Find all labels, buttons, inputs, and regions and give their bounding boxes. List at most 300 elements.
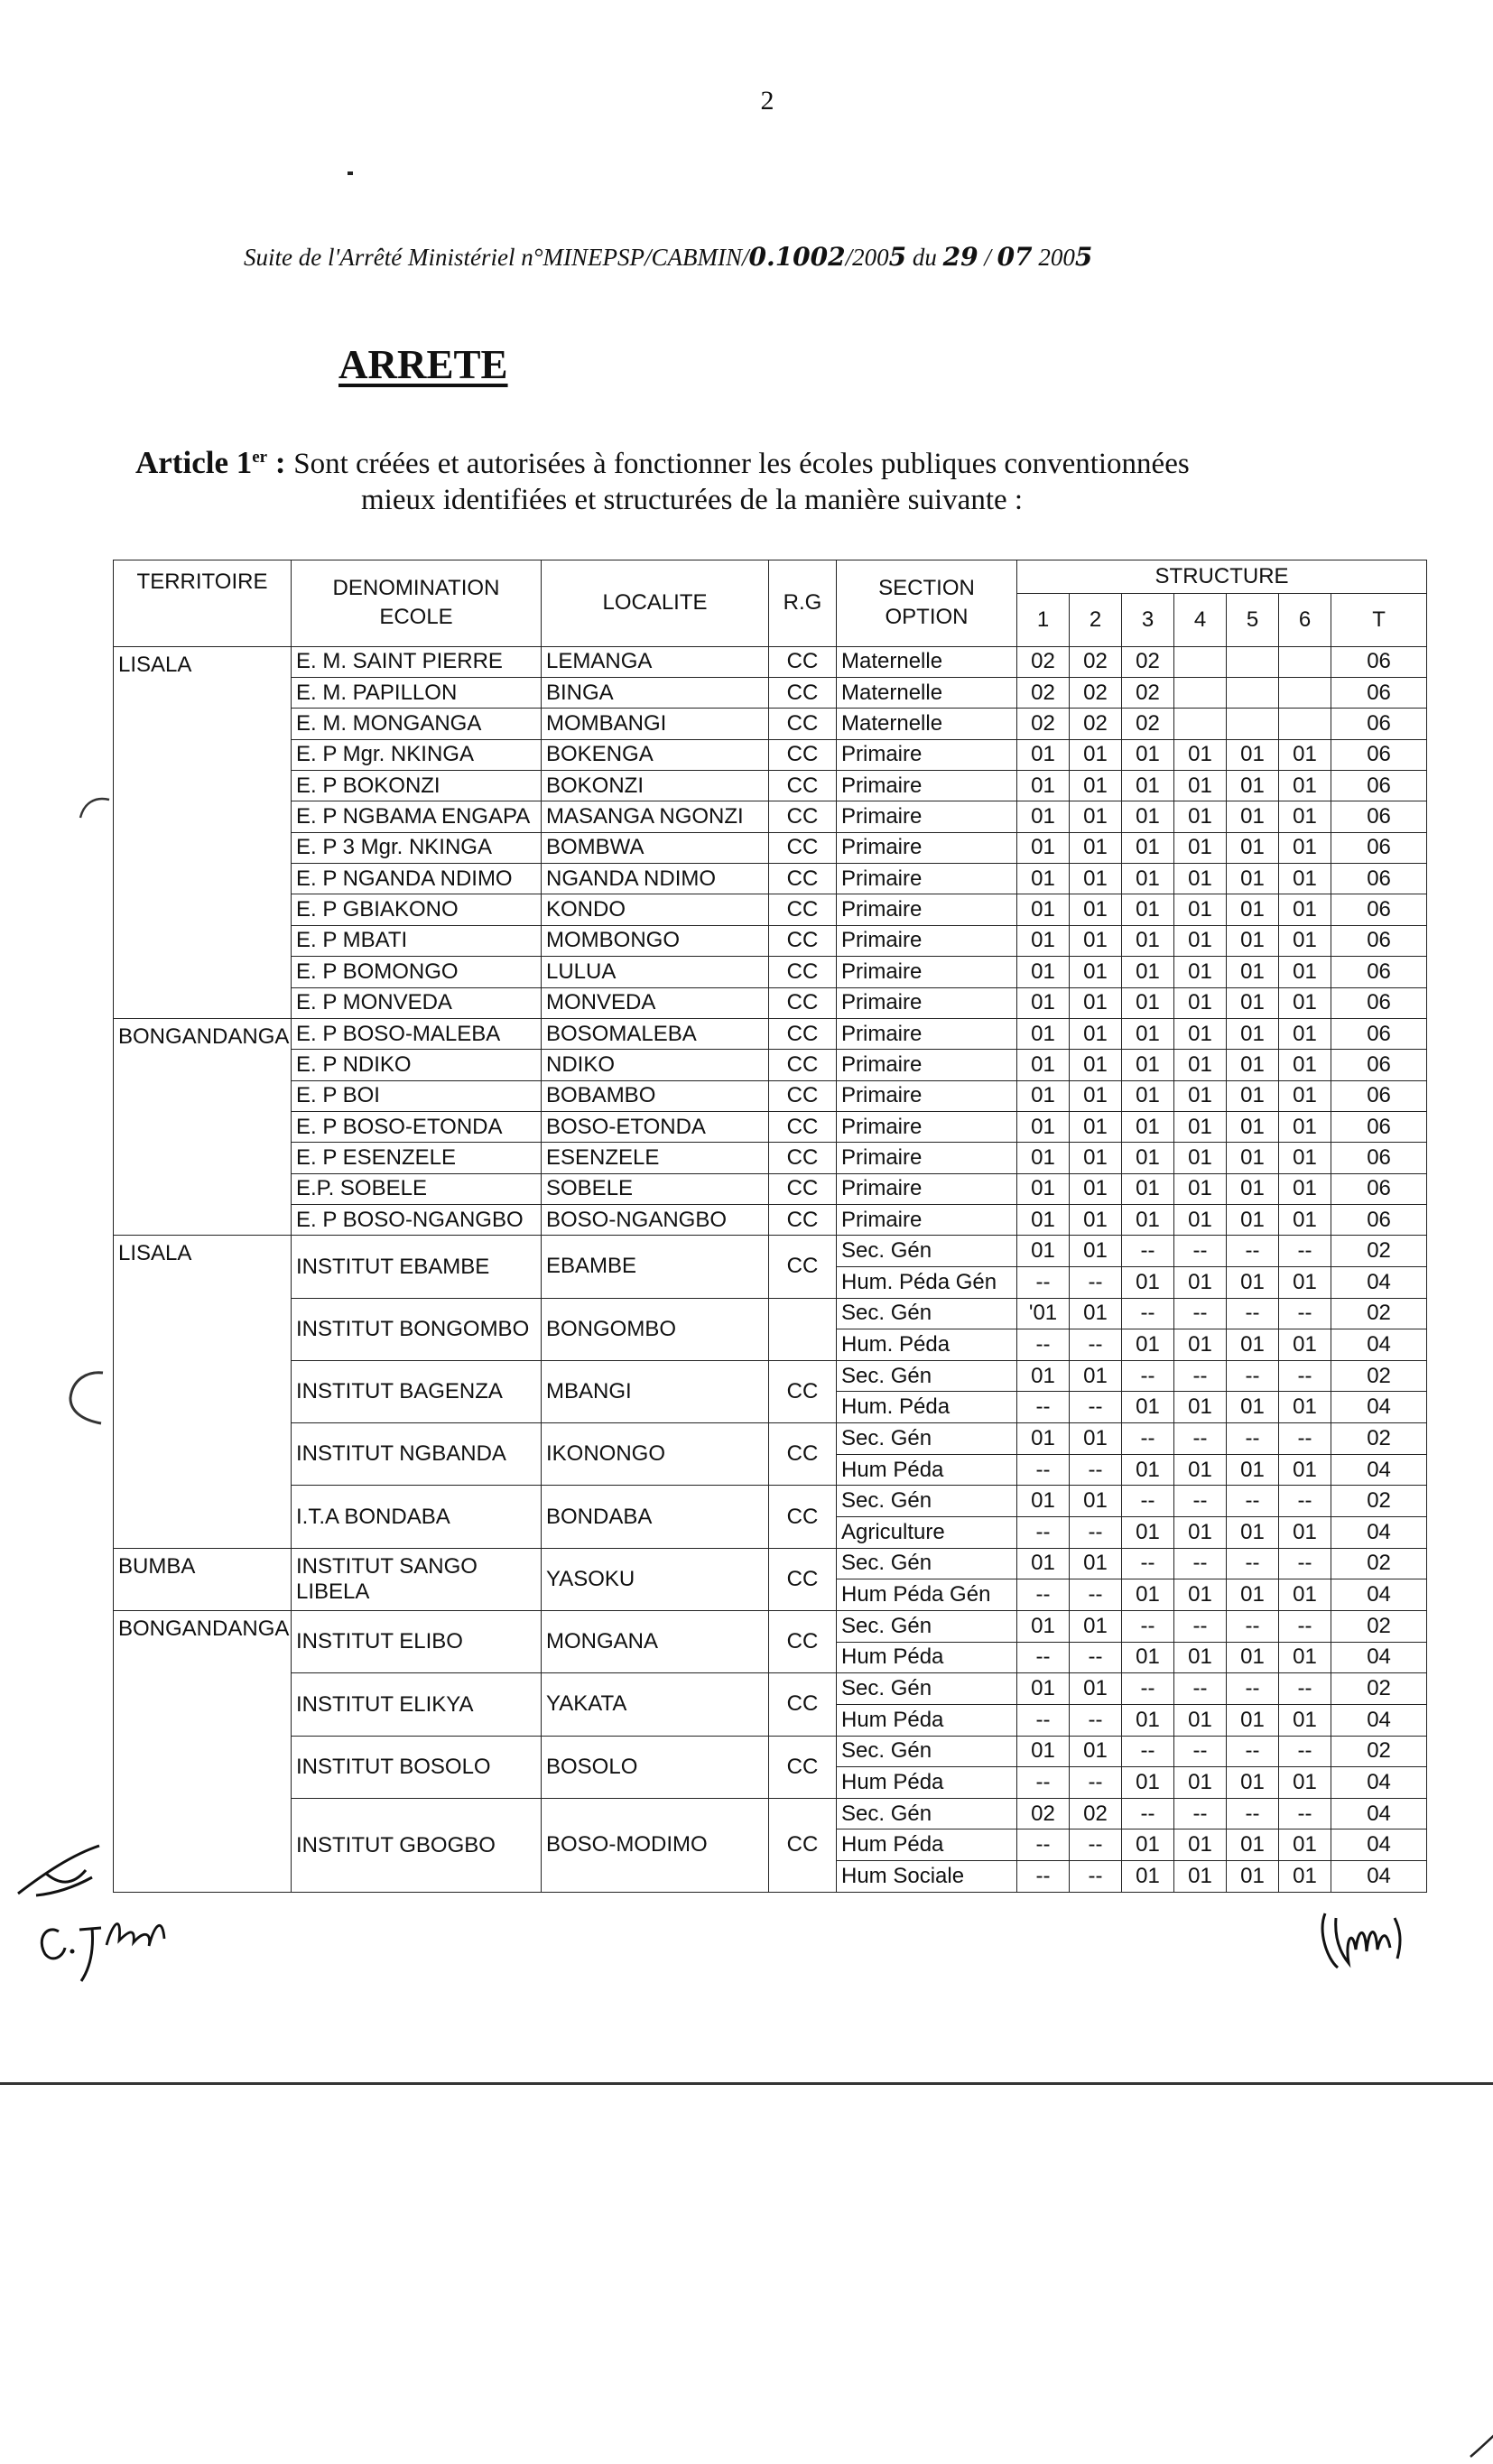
- structure-cell: 02: [1070, 678, 1122, 709]
- structure-cell: 01: [1070, 739, 1122, 770]
- structure-cell: 01: [1070, 957, 1122, 987]
- structure-cell: [1227, 709, 1279, 739]
- table-row: [114, 771, 1427, 801]
- table-row: [114, 1050, 1427, 1080]
- rg-cell: CC: [769, 1111, 837, 1142]
- structure-cell: --: [1017, 1392, 1070, 1423]
- rg-cell: CC: [769, 1204, 837, 1235]
- structure-cell: 01: [1279, 864, 1331, 894]
- structure-cell: --: [1070, 1829, 1122, 1861]
- header-col-3: 3: [1122, 594, 1174, 646]
- ecole-cell: INSTITUT SANGO LIBELA: [292, 1548, 542, 1610]
- table-row: [114, 1173, 1427, 1204]
- localite-cell: MONVEDA: [542, 987, 769, 1018]
- section-cell: Hum Péda Gén: [837, 1579, 1017, 1611]
- structure-cell: --: [1070, 1704, 1122, 1736]
- localite-cell: BOSO-MODIMO: [542, 1798, 769, 1892]
- structure-cell: --: [1017, 1861, 1070, 1893]
- table-row: [114, 1111, 1427, 1142]
- structure-cell: --: [1070, 1517, 1122, 1549]
- structure-cell: 01: [1227, 925, 1279, 956]
- total-cell: 06: [1331, 1173, 1427, 1204]
- decree-month-handwritten: 07: [997, 242, 1033, 272]
- structure-cell: 01: [1227, 801, 1279, 832]
- article-paragraph: [135, 440, 1399, 518]
- localite-cell: BOSOLO: [542, 1736, 769, 1798]
- structure-cell: 01: [1279, 1018, 1331, 1049]
- header-col-4: 4: [1174, 594, 1227, 646]
- localite-cell: SOBELE: [542, 1173, 769, 1204]
- section-cell: Primaire: [837, 1050, 1017, 1080]
- section-cell: Sec. Gén: [837, 1236, 1017, 1267]
- rg-cell: CC: [769, 1018, 837, 1049]
- structure-cell: 01: [1174, 957, 1227, 987]
- structure-cell: --: [1122, 1298, 1174, 1329]
- rg-cell: CC: [769, 739, 837, 770]
- structure-cell: 01: [1122, 1143, 1174, 1173]
- structure-cell: 01: [1227, 1517, 1279, 1549]
- rg-cell: CC: [769, 1548, 837, 1610]
- section-cell: Primaire: [837, 987, 1017, 1018]
- structure-cell: 01: [1122, 864, 1174, 894]
- structure-cell: 01: [1070, 1050, 1122, 1080]
- table-row: [114, 678, 1427, 709]
- structure-cell: 01: [1227, 1829, 1279, 1861]
- structure-cell: --: [1279, 1548, 1331, 1579]
- structure-cell: --: [1279, 1610, 1331, 1642]
- structure-cell: 01: [1017, 1548, 1070, 1579]
- structure-cell: 01: [1017, 1360, 1070, 1392]
- structure-cell: 01: [1279, 1454, 1331, 1486]
- structure-cell: 01: [1279, 1204, 1331, 1235]
- territoire-cell: BONGANDANGA: [114, 1610, 292, 1892]
- structure-cell: --: [1279, 1236, 1331, 1267]
- header-col-1: 1: [1017, 594, 1070, 646]
- structure-cell: 01: [1070, 1548, 1122, 1579]
- ecole-cell: E. P Mgr. NKINGA: [292, 739, 542, 770]
- section-cell: Sec. Gén: [837, 1673, 1017, 1705]
- structure-cell: --: [1070, 1861, 1122, 1893]
- section-cell: Sec. Gén: [837, 1423, 1017, 1455]
- rg-cell: CC: [769, 1423, 837, 1486]
- table-row: [114, 739, 1427, 770]
- structure-cell: 01: [1227, 987, 1279, 1018]
- rg-cell: CC: [769, 801, 837, 832]
- decree-reference-line: [244, 242, 1092, 272]
- ecole-cell: E. M. PAPILLON: [292, 678, 542, 709]
- structure-cell: 01: [1279, 1517, 1331, 1549]
- total-cell: 02: [1331, 1548, 1427, 1579]
- structure-cell: --: [1279, 1423, 1331, 1455]
- suite-slash: /: [978, 244, 997, 271]
- structure-cell: 01: [1070, 832, 1122, 863]
- ecole-cell: E. P NDIKO: [292, 1050, 542, 1080]
- structure-cell: 01: [1122, 739, 1174, 770]
- rg-cell: CC: [769, 1360, 837, 1422]
- structure-cell: --: [1070, 1454, 1122, 1486]
- structure-cell: 01: [1279, 1143, 1331, 1173]
- structure-cell: [1174, 709, 1227, 739]
- total-cell: 02: [1331, 1610, 1427, 1642]
- structure-cell: 01: [1227, 1579, 1279, 1611]
- structure-cell: 01: [1174, 1266, 1227, 1298]
- structure-cell: --: [1017, 1266, 1070, 1298]
- structure-cell: 01: [1279, 832, 1331, 863]
- total-cell: 02: [1331, 1236, 1427, 1267]
- table-row: [114, 1080, 1427, 1111]
- structure-cell: 01: [1174, 1329, 1227, 1361]
- structure-cell: 01: [1174, 739, 1227, 770]
- structure-cell: --: [1174, 1298, 1227, 1329]
- structure-cell: 01: [1279, 1704, 1331, 1736]
- territoire-cell: BUMBA: [114, 1548, 292, 1610]
- rg-cell: CC: [769, 832, 837, 863]
- structure-cell: --: [1174, 1236, 1227, 1267]
- structure-cell: 01: [1174, 771, 1227, 801]
- total-cell: 06: [1331, 646, 1427, 677]
- total-cell: 06: [1331, 709, 1427, 739]
- structure-cell: 01: [1174, 1642, 1227, 1673]
- table-body: [114, 560, 1427, 1893]
- structure-cell: 01: [1017, 1673, 1070, 1705]
- localite-cell: NDIKO: [542, 1050, 769, 1080]
- structure-cell: [1174, 678, 1227, 709]
- structure-cell: --: [1017, 1329, 1070, 1361]
- localite-cell: BOKONZI: [542, 771, 769, 801]
- structure-cell: --: [1070, 1392, 1122, 1423]
- structure-cell: 01: [1122, 894, 1174, 925]
- structure-cell: [1279, 709, 1331, 739]
- section-cell: Primaire: [837, 1173, 1017, 1204]
- structure-cell: --: [1227, 1798, 1279, 1829]
- rg-cell: CC: [769, 925, 837, 956]
- table-row: [114, 864, 1427, 894]
- structure-cell: 01: [1227, 1767, 1279, 1799]
- structure-cell: --: [1122, 1486, 1174, 1517]
- structure-cell: 01: [1174, 864, 1227, 894]
- localite-cell: LEMANGA: [542, 646, 769, 677]
- structure-cell: --: [1174, 1423, 1227, 1455]
- section-cell: Primaire: [837, 957, 1017, 987]
- structure-cell: 01: [1279, 957, 1331, 987]
- suite-year: 200: [1032, 244, 1075, 271]
- schools-table: [113, 560, 1427, 1893]
- rg-cell: CC: [769, 957, 837, 987]
- rg-cell: CC: [769, 678, 837, 709]
- suite-du: du: [906, 244, 943, 271]
- ecole-cell: INSTITUT BOSOLO: [292, 1736, 542, 1798]
- structure-cell: 01: [1070, 1204, 1122, 1235]
- section-cell: Primaire: [837, 1204, 1017, 1235]
- structure-cell: 01: [1017, 1080, 1070, 1111]
- total-cell: 04: [1331, 1454, 1427, 1486]
- structure-cell: 01: [1227, 1642, 1279, 1673]
- structure-cell: --: [1017, 1704, 1070, 1736]
- table-row: [114, 1236, 1427, 1267]
- table-row: [114, 1673, 1427, 1705]
- ecole-cell: INSTITUT EBAMBE: [292, 1236, 542, 1298]
- ecole-cell: E. P MBATI: [292, 925, 542, 956]
- rg-cell: CC: [769, 1236, 837, 1298]
- structure-cell: --: [1279, 1486, 1331, 1517]
- suite-sep: /200: [845, 244, 889, 271]
- section-cell: Sec. Gén: [837, 1798, 1017, 1829]
- structure-cell: 01: [1122, 1266, 1174, 1298]
- structure-cell: 01: [1279, 1111, 1331, 1142]
- total-cell: 04: [1331, 1829, 1427, 1861]
- table-row: [114, 1736, 1427, 1767]
- structure-cell: 01: [1279, 1329, 1331, 1361]
- table-row: [114, 1018, 1427, 1049]
- territoire-cell: BONGANDANGA: [114, 1018, 292, 1235]
- structure-cell: 01: [1174, 894, 1227, 925]
- total-cell: 06: [1331, 957, 1427, 987]
- structure-cell: 01: [1174, 1204, 1227, 1235]
- structure-cell: --: [1122, 1548, 1174, 1579]
- structure-cell: --: [1017, 1517, 1070, 1549]
- structure-cell: 02: [1017, 709, 1070, 739]
- article-sup: er: [252, 448, 268, 467]
- structure-cell: '01: [1017, 1298, 1070, 1329]
- localite-cell: YASOKU: [542, 1548, 769, 1610]
- section-cell: Maternelle: [837, 709, 1017, 739]
- total-cell: 04: [1331, 1642, 1427, 1673]
- header-denomination: DENOMINATION ECOLE: [292, 560, 542, 647]
- structure-cell: 01: [1227, 832, 1279, 863]
- rg-cell: CC: [769, 646, 837, 677]
- structure-cell: --: [1227, 1673, 1279, 1705]
- structure-cell: 01: [1070, 1018, 1122, 1049]
- table-row: [114, 1798, 1427, 1829]
- table-row: [114, 709, 1427, 739]
- rg-cell: CC: [769, 894, 837, 925]
- structure-cell: 01: [1279, 801, 1331, 832]
- structure-cell: 02: [1017, 1798, 1070, 1829]
- total-cell: 06: [1331, 894, 1427, 925]
- localite-cell: IKONONGO: [542, 1423, 769, 1486]
- structure-cell: --: [1279, 1736, 1331, 1767]
- structure-cell: 01: [1070, 1111, 1122, 1142]
- structure-cell: 01: [1122, 1767, 1174, 1799]
- structure-cell: 01: [1122, 1111, 1174, 1142]
- structure-cell: 01: [1070, 1610, 1122, 1642]
- structure-cell: 01: [1070, 1143, 1122, 1173]
- structure-cell: --: [1122, 1610, 1174, 1642]
- structure-cell: 01: [1122, 1829, 1174, 1861]
- structure-cell: 01: [1174, 1173, 1227, 1204]
- structure-cell: [1227, 646, 1279, 677]
- structure-cell: 01: [1174, 1704, 1227, 1736]
- table-row: [114, 957, 1427, 987]
- structure-cell: --: [1227, 1360, 1279, 1392]
- header-col-2: 2: [1070, 594, 1122, 646]
- structure-cell: 01: [1017, 925, 1070, 956]
- rg-cell: CC: [769, 1143, 837, 1173]
- structure-cell: 01: [1227, 739, 1279, 770]
- structure-cell: [1279, 678, 1331, 709]
- ecole-cell: INSTITUT ELIBO: [292, 1610, 542, 1672]
- localite-cell: BOBAMBO: [542, 1080, 769, 1111]
- structure-cell: 01: [1174, 1767, 1227, 1799]
- structure-cell: 01: [1017, 801, 1070, 832]
- localite-cell: NGANDA NDIMO: [542, 864, 769, 894]
- structure-cell: 02: [1122, 709, 1174, 739]
- structure-cell: --: [1227, 1610, 1279, 1642]
- structure-cell: 01: [1279, 987, 1331, 1018]
- rg-cell: CC: [769, 864, 837, 894]
- section-cell: Hum Péda: [837, 1829, 1017, 1861]
- structure-cell: 01: [1279, 1642, 1331, 1673]
- section-cell: Hum Péda: [837, 1767, 1017, 1799]
- structure-cell: --: [1174, 1610, 1227, 1642]
- structure-cell: 01: [1174, 832, 1227, 863]
- article-line-1: Sont créées et autorisées à fonctionner les écoles publiques conventionnées: [293, 448, 1190, 480]
- structure-cell: --: [1122, 1236, 1174, 1267]
- total-cell: 06: [1331, 864, 1427, 894]
- structure-cell: 01: [1227, 864, 1279, 894]
- structure-cell: 01: [1017, 864, 1070, 894]
- table-row: [114, 925, 1427, 956]
- rg-cell: CC: [769, 1080, 837, 1111]
- structure-cell: --: [1174, 1360, 1227, 1392]
- structure-cell: --: [1017, 1454, 1070, 1486]
- localite-cell: KONDO: [542, 894, 769, 925]
- article-label: Article 1: [135, 445, 253, 480]
- section-cell: Primaire: [837, 801, 1017, 832]
- structure-cell: 01: [1227, 1080, 1279, 1111]
- structure-cell: 01: [1122, 1704, 1174, 1736]
- table-row: [114, 1143, 1427, 1173]
- localite-cell: BOKENGA: [542, 739, 769, 770]
- structure-cell: 01: [1017, 832, 1070, 863]
- localite-cell: BOSOMALEBA: [542, 1018, 769, 1049]
- total-cell: 06: [1331, 678, 1427, 709]
- territoire-cell: LISALA: [114, 1236, 292, 1548]
- header-col-6: 6: [1279, 594, 1331, 646]
- rg-cell: CC: [769, 1173, 837, 1204]
- section-cell: Maternelle: [837, 678, 1017, 709]
- total-cell: 06: [1331, 801, 1427, 832]
- structure-cell: --: [1070, 1642, 1122, 1673]
- structure-cell: 01: [1017, 1236, 1070, 1267]
- handwritten-slash-mark: [1466, 2401, 1493, 2464]
- structure-cell: 01: [1227, 1143, 1279, 1173]
- structure-cell: 01: [1227, 771, 1279, 801]
- structure-cell: --: [1227, 1298, 1279, 1329]
- structure-cell: 01: [1279, 925, 1331, 956]
- header-total: T: [1331, 594, 1427, 646]
- structure-cell: 01: [1122, 1642, 1174, 1673]
- header-col-5: 5: [1227, 594, 1279, 646]
- total-cell: 02: [1331, 1736, 1427, 1767]
- structure-cell: 01: [1227, 1329, 1279, 1361]
- structure-cell: 01: [1122, 1329, 1174, 1361]
- rg-cell: CC: [769, 1050, 837, 1080]
- structure-cell: --: [1227, 1736, 1279, 1767]
- localite-cell: MASANGA NGONZI: [542, 801, 769, 832]
- localite-cell: MBANGI: [542, 1360, 769, 1422]
- structure-cell: 01: [1279, 1392, 1331, 1423]
- margin-binding-mark-2: [63, 1367, 108, 1431]
- structure-cell: 01: [1174, 1143, 1227, 1173]
- structure-cell: 01: [1174, 1080, 1227, 1111]
- structure-cell: 01: [1070, 771, 1122, 801]
- rg-cell: CC: [769, 1610, 837, 1672]
- schools-table-container: [113, 560, 1426, 1893]
- section-cell: Primaire: [837, 925, 1017, 956]
- structure-cell: 01: [1279, 771, 1331, 801]
- section-cell: Sec. Gén: [837, 1610, 1017, 1642]
- total-cell: 02: [1331, 1673, 1427, 1705]
- territoire-cell: LISALA: [114, 646, 292, 1018]
- structure-cell: --: [1017, 1579, 1070, 1611]
- structure-cell: 01: [1174, 987, 1227, 1018]
- total-cell: 02: [1331, 1360, 1427, 1392]
- structure-cell: 01: [1122, 1517, 1174, 1549]
- structure-cell: 01: [1279, 1579, 1331, 1611]
- section-cell: Primaire: [837, 864, 1017, 894]
- total-cell: 04: [1331, 1798, 1427, 1829]
- structure-cell: 01: [1070, 1236, 1122, 1267]
- structure-cell: 01: [1070, 1423, 1122, 1455]
- structure-cell: 01: [1070, 1360, 1122, 1392]
- structure-cell: 01: [1017, 1423, 1070, 1455]
- localite-cell: BONGOMBO: [542, 1298, 769, 1360]
- ecole-cell: E. P BOKONZI: [292, 771, 542, 801]
- structure-cell: [1174, 646, 1227, 677]
- structure-cell: --: [1017, 1829, 1070, 1861]
- section-cell: Primaire: [837, 1143, 1017, 1173]
- section-cell: Hum Péda: [837, 1704, 1017, 1736]
- structure-cell: 01: [1017, 1173, 1070, 1204]
- structure-cell: 01: [1122, 1173, 1174, 1204]
- decree-year2-handwritten: 5: [1074, 242, 1093, 272]
- structure-cell: 02: [1017, 646, 1070, 677]
- structure-cell: 01: [1174, 1861, 1227, 1893]
- structure-cell: 01: [1017, 739, 1070, 770]
- section-cell: Sec. Gén: [837, 1548, 1017, 1579]
- table-row: [114, 987, 1427, 1018]
- structure-cell: 01: [1017, 1050, 1070, 1080]
- structure-cell: 02: [1070, 709, 1122, 739]
- section-cell: Sec. Gén: [837, 1360, 1017, 1392]
- handwritten-initials-left: [9, 1832, 190, 1986]
- structure-cell: 01: [1017, 957, 1070, 987]
- ecole-cell: E. P BOSO-MALEBA: [292, 1018, 542, 1049]
- structure-cell: 01: [1122, 1204, 1174, 1235]
- structure-cell: --: [1279, 1798, 1331, 1829]
- structure-cell: 01: [1174, 1018, 1227, 1049]
- total-cell: 06: [1331, 1018, 1427, 1049]
- bottom-rule: [0, 2082, 1493, 2085]
- structure-cell: 01: [1017, 1736, 1070, 1767]
- rg-cell: CC: [769, 709, 837, 739]
- structure-cell: 01: [1070, 1736, 1122, 1767]
- section-cell: Sec. Gén: [837, 1736, 1017, 1767]
- structure-cell: --: [1070, 1329, 1122, 1361]
- decree-day-handwritten: 29: [942, 242, 978, 272]
- structure-cell: --: [1227, 1486, 1279, 1517]
- decree-number-handwritten: 0.1002: [748, 242, 846, 272]
- structure-cell: 01: [1174, 1579, 1227, 1611]
- structure-cell: 01: [1174, 801, 1227, 832]
- ecole-cell: INSTITUT BONGOMBO: [292, 1298, 542, 1360]
- structure-cell: 01: [1122, 987, 1174, 1018]
- article-colon: :: [267, 445, 294, 480]
- localite-cell: MOMBANGI: [542, 709, 769, 739]
- structure-cell: 01: [1122, 832, 1174, 863]
- ecole-cell: E. M. MONGANGA: [292, 709, 542, 739]
